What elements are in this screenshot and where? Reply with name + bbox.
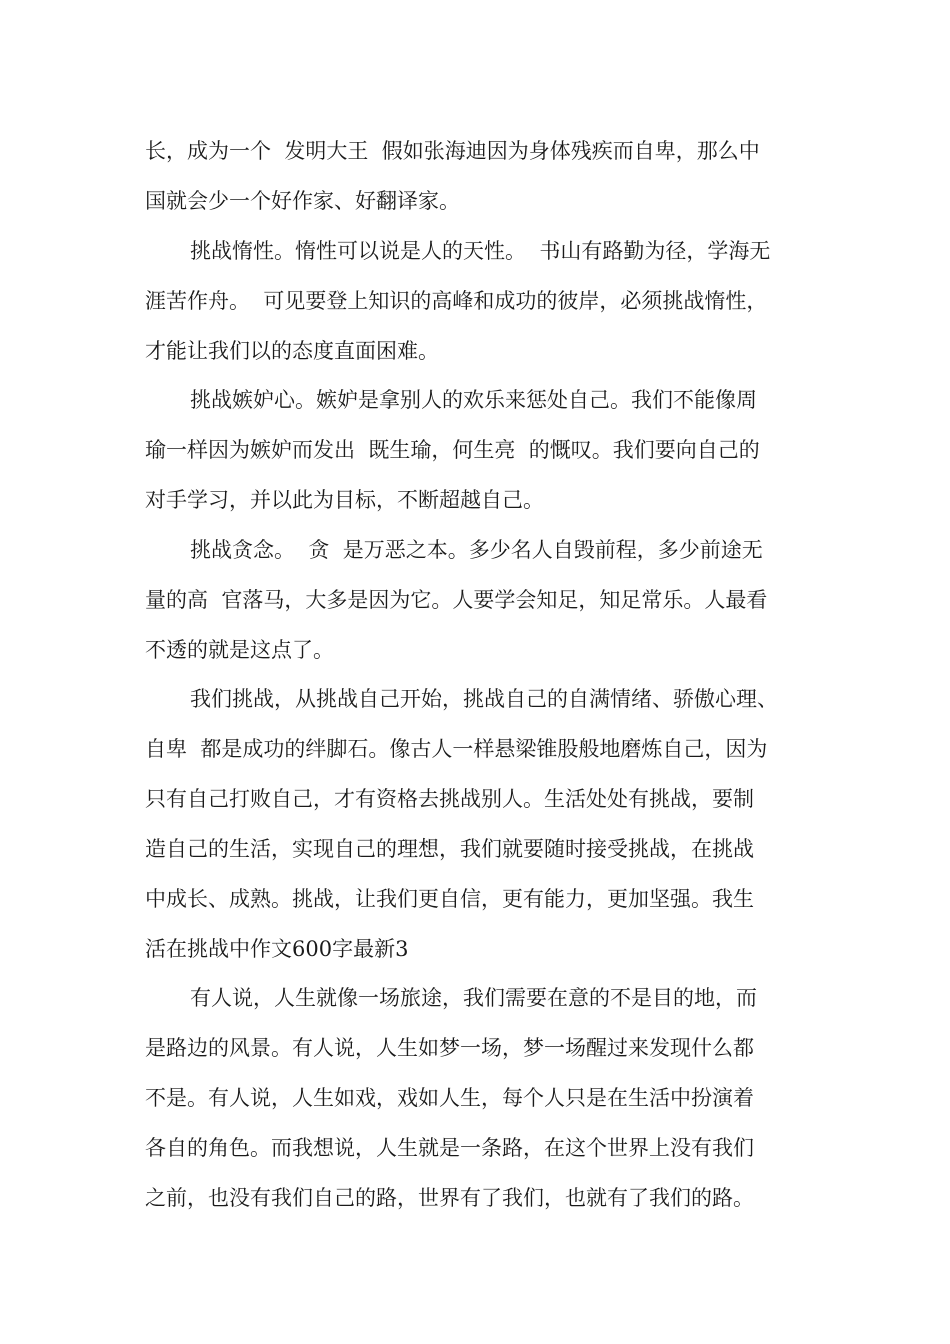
text-line: 不是。有人说，人生如戏，戏如人生，每个人只是在生活中扮演着 xyxy=(145,1086,754,1110)
text-line: 只有自己打败自己，才有资格去挑战别人。生活处处有挑战，要制 xyxy=(145,787,754,811)
text-line: 涯苦作舟。 可见要登上知识的高峰和成功的彼岸，必须挑战惰性， xyxy=(145,289,768,313)
text-line: 对手学习，并以此为目标，不断超越自己。 xyxy=(145,488,544,512)
text-line: 各自的角色。而我想说，人生就是一条路，在这个世界上没有我们 xyxy=(145,1136,754,1160)
text-line: 挑战惰性。惰性可以说是人的天性。 书山有路勤为径，学海无 xyxy=(190,239,771,263)
text-line: 活在挑战中作文600字最新3 xyxy=(145,937,409,961)
text-line: 国就会少一个好作家、好翻译家。 xyxy=(145,189,460,213)
text-line: 之前，也没有我们自己的路，世界有了我们，也就有了我们的路。 xyxy=(145,1186,754,1210)
text-line: 长，成为一个 发明大王 假如张海迪因为身体残疾而自卑，那么中 xyxy=(145,139,760,163)
text-line: 是路边的风景。有人说，人生如梦一场，梦一场醒过来发现什么都 xyxy=(145,1036,754,1060)
text-line: 中成长、成熟。挑战，让我们更自信，更有能力，更加坚强。我生 xyxy=(145,887,754,911)
text-line: 有人说，人生就像一场旅途，我们需要在意的不是目的地，而 xyxy=(190,986,757,1010)
text-line: 自卑 都是成功的绊脚石。像古人一样悬梁锥股般地磨炼自己，因为 xyxy=(145,737,768,761)
text-line: 不透的就是这点了。 xyxy=(145,638,334,662)
text-line: 挑战贪念。 贪 是万恶之本。多少名人自毁前程，多少前途无 xyxy=(190,538,763,562)
text-line: 才能让我们以的态度直面困难。 xyxy=(145,339,439,363)
text-line: 我们挑战，从挑战自己开始，挑战自己的自满情绪、骄傲心理、 xyxy=(190,687,778,711)
text-line: 挑战嫉妒心。嫉妒是拿别人的欢乐来惩处自己。我们不能像周 xyxy=(190,388,757,412)
text-line: 造自己的生活，实现自己的理想，我们就要随时接受挑战，在挑战 xyxy=(145,837,754,861)
text-line: 量的高 官落马，大多是因为它。人要学会知足，知足常乐。人最看 xyxy=(145,588,768,612)
text-line: 瑜一样因为嫉妒而发出 既生瑜，何生亮 的慨叹。我们要向自己的 xyxy=(145,438,760,462)
